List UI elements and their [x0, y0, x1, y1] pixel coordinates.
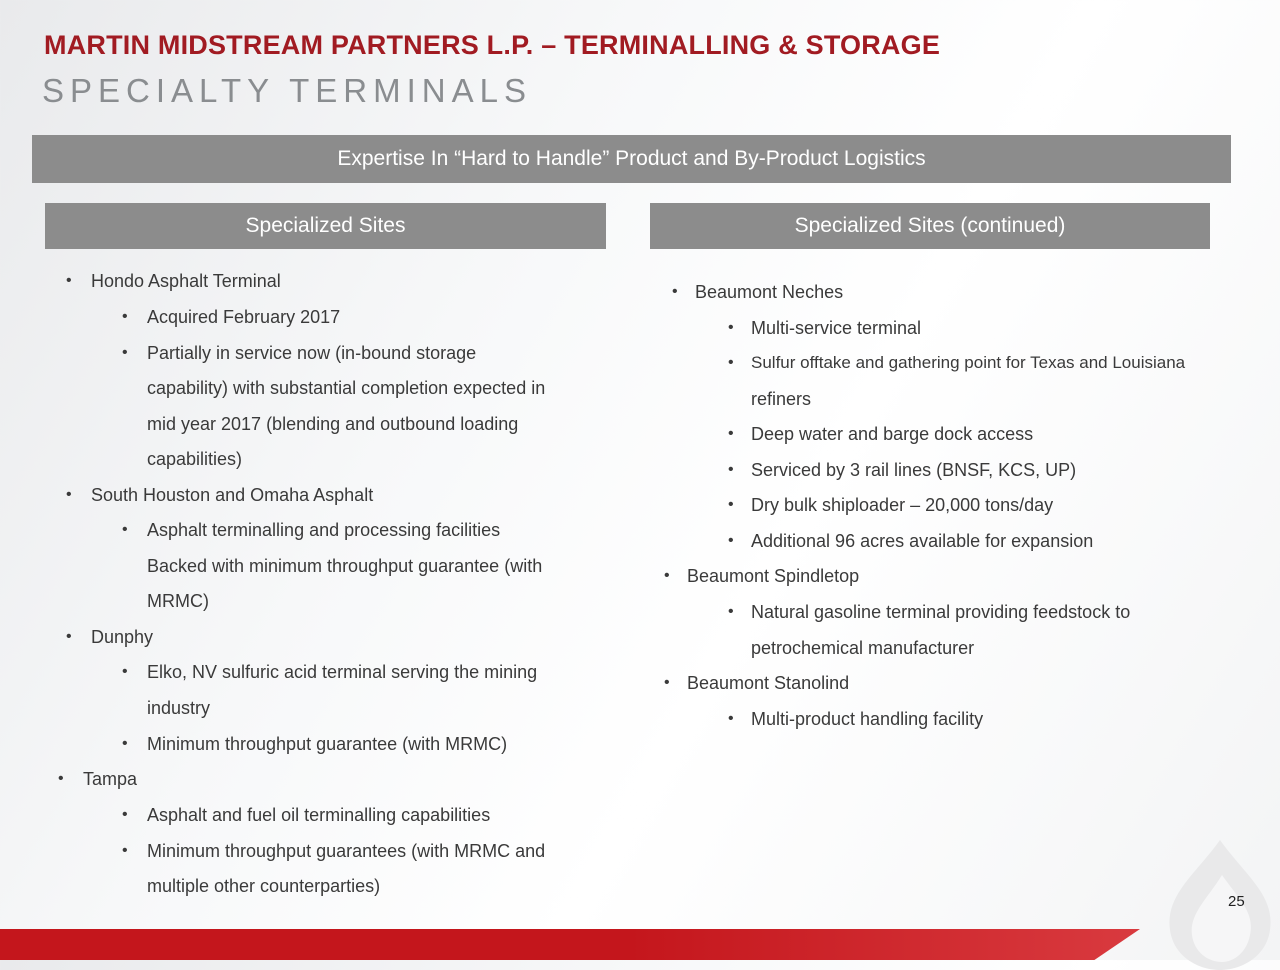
bullet-icon: • — [122, 735, 128, 752]
list-item-beaumont-spindletop: Beaumont Spindletop — [687, 566, 860, 586]
sub-item: Multi-product handling facility — [751, 709, 984, 729]
bullet-icon: • — [664, 567, 670, 584]
sub-item: Serviced by 3 rail lines (BNSF, KCS, UP) — [751, 460, 1077, 480]
left-column-header-text: Specialized Sites — [245, 214, 406, 237]
sub-item-cont: petrochemical manufacturer — [751, 638, 975, 658]
sub-item: Multi-service terminal — [751, 318, 922, 338]
bullet-icon: • — [58, 770, 64, 787]
banner — [32, 135, 1231, 183]
bullet-icon: • — [672, 283, 678, 300]
page-title: MARTIN MIDSTREAM PARTNERS L.P. – TERMINALLING & STORAGE — [44, 30, 941, 60]
bullet-icon: • — [728, 532, 734, 549]
right-column-header — [650, 203, 1210, 249]
list-item-beaumont-stanolind: Beaumont Stanolind — [687, 673, 850, 693]
page-subtitle: SPECIALTY TERMINALS — [42, 72, 532, 109]
bullet-icon: • — [728, 461, 734, 478]
sub-item-cont: capability) with substantial completion expected in — [147, 378, 546, 398]
list-item-south-houston: South Houston and Omaha Asphalt — [91, 485, 374, 505]
bullet-icon: • — [122, 308, 128, 325]
bullet-icon: • — [122, 344, 128, 361]
page-number: 25 — [1228, 893, 1245, 910]
sub-item-cont: MRMC) — [147, 591, 209, 611]
bullet-icon: • — [66, 272, 72, 289]
sub-item: Asphalt and fuel oil terminalling capabilities — [147, 805, 491, 825]
sub-item: Dry bulk shiploader – 20,000 tons/day — [751, 495, 1054, 515]
bullet-icon: • — [66, 486, 72, 503]
sub-item-cont: Backed with minimum throughput guarantee (with — [147, 556, 543, 576]
sub-item-cont: multiple other counterparties) — [147, 876, 381, 896]
sub-item: Natural gasoline terminal providing feedstock to — [751, 602, 1131, 622]
list-item-beaumont-neches: Beaumont Neches — [695, 282, 844, 302]
bullet-icon: • — [122, 663, 128, 680]
sub-item-cont: mid year 2017 (blending and outbound loading — [147, 414, 519, 434]
bullet-icon: • — [66, 628, 72, 645]
bullet-icon: • — [728, 496, 734, 513]
bullet-icon: • — [122, 806, 128, 823]
bullet-icon: • — [728, 319, 734, 336]
list-item-hondo: Hondo Asphalt Terminal — [91, 271, 281, 291]
sub-item: Minimum throughput guarantees (with MRMC and — [147, 841, 546, 861]
flame-logo-icon — [1150, 830, 1280, 970]
sub-item: Elko, NV sulfuric acid terminal serving the mining — [147, 662, 538, 682]
bullet-icon: • — [728, 354, 734, 371]
sub-item-cont: capabilities) — [147, 449, 243, 469]
sub-item-cont: industry — [147, 698, 211, 718]
bullet-icon: • — [728, 425, 734, 442]
sub-item: Sulfur offtake and gathering point for Texas and Louisiana — [751, 353, 1186, 372]
banner-text: Expertise In “Hard to Handle” Product and By-Product Logistics — [337, 147, 926, 170]
bullet-icon: • — [664, 674, 670, 691]
sub-item: Partially in service now (in-bound storage — [147, 343, 477, 363]
right-column-header-text: Specialized Sites (continued) — [794, 214, 1066, 237]
sub-item: Asphalt terminalling and processing facilities — [147, 520, 501, 540]
list-item-tampa: Tampa — [83, 769, 138, 789]
sub-item: Acquired February 2017 — [147, 307, 341, 327]
list-item-dunphy: Dunphy — [91, 627, 154, 647]
sub-item: Additional 96 acres available for expansion — [751, 531, 1094, 551]
footer-bar — [0, 929, 1140, 960]
sub-item: Deep water and barge dock access — [751, 424, 1034, 444]
bullet-icon: • — [122, 521, 128, 538]
sub-item-cont: refiners — [751, 389, 812, 409]
bullet-icon: • — [728, 710, 734, 727]
sub-item: Minimum throughput guarantee (with MRMC) — [147, 734, 508, 754]
bullet-icon: • — [728, 603, 734, 620]
bullet-icon: • — [122, 842, 128, 859]
left-column-header — [45, 203, 606, 249]
